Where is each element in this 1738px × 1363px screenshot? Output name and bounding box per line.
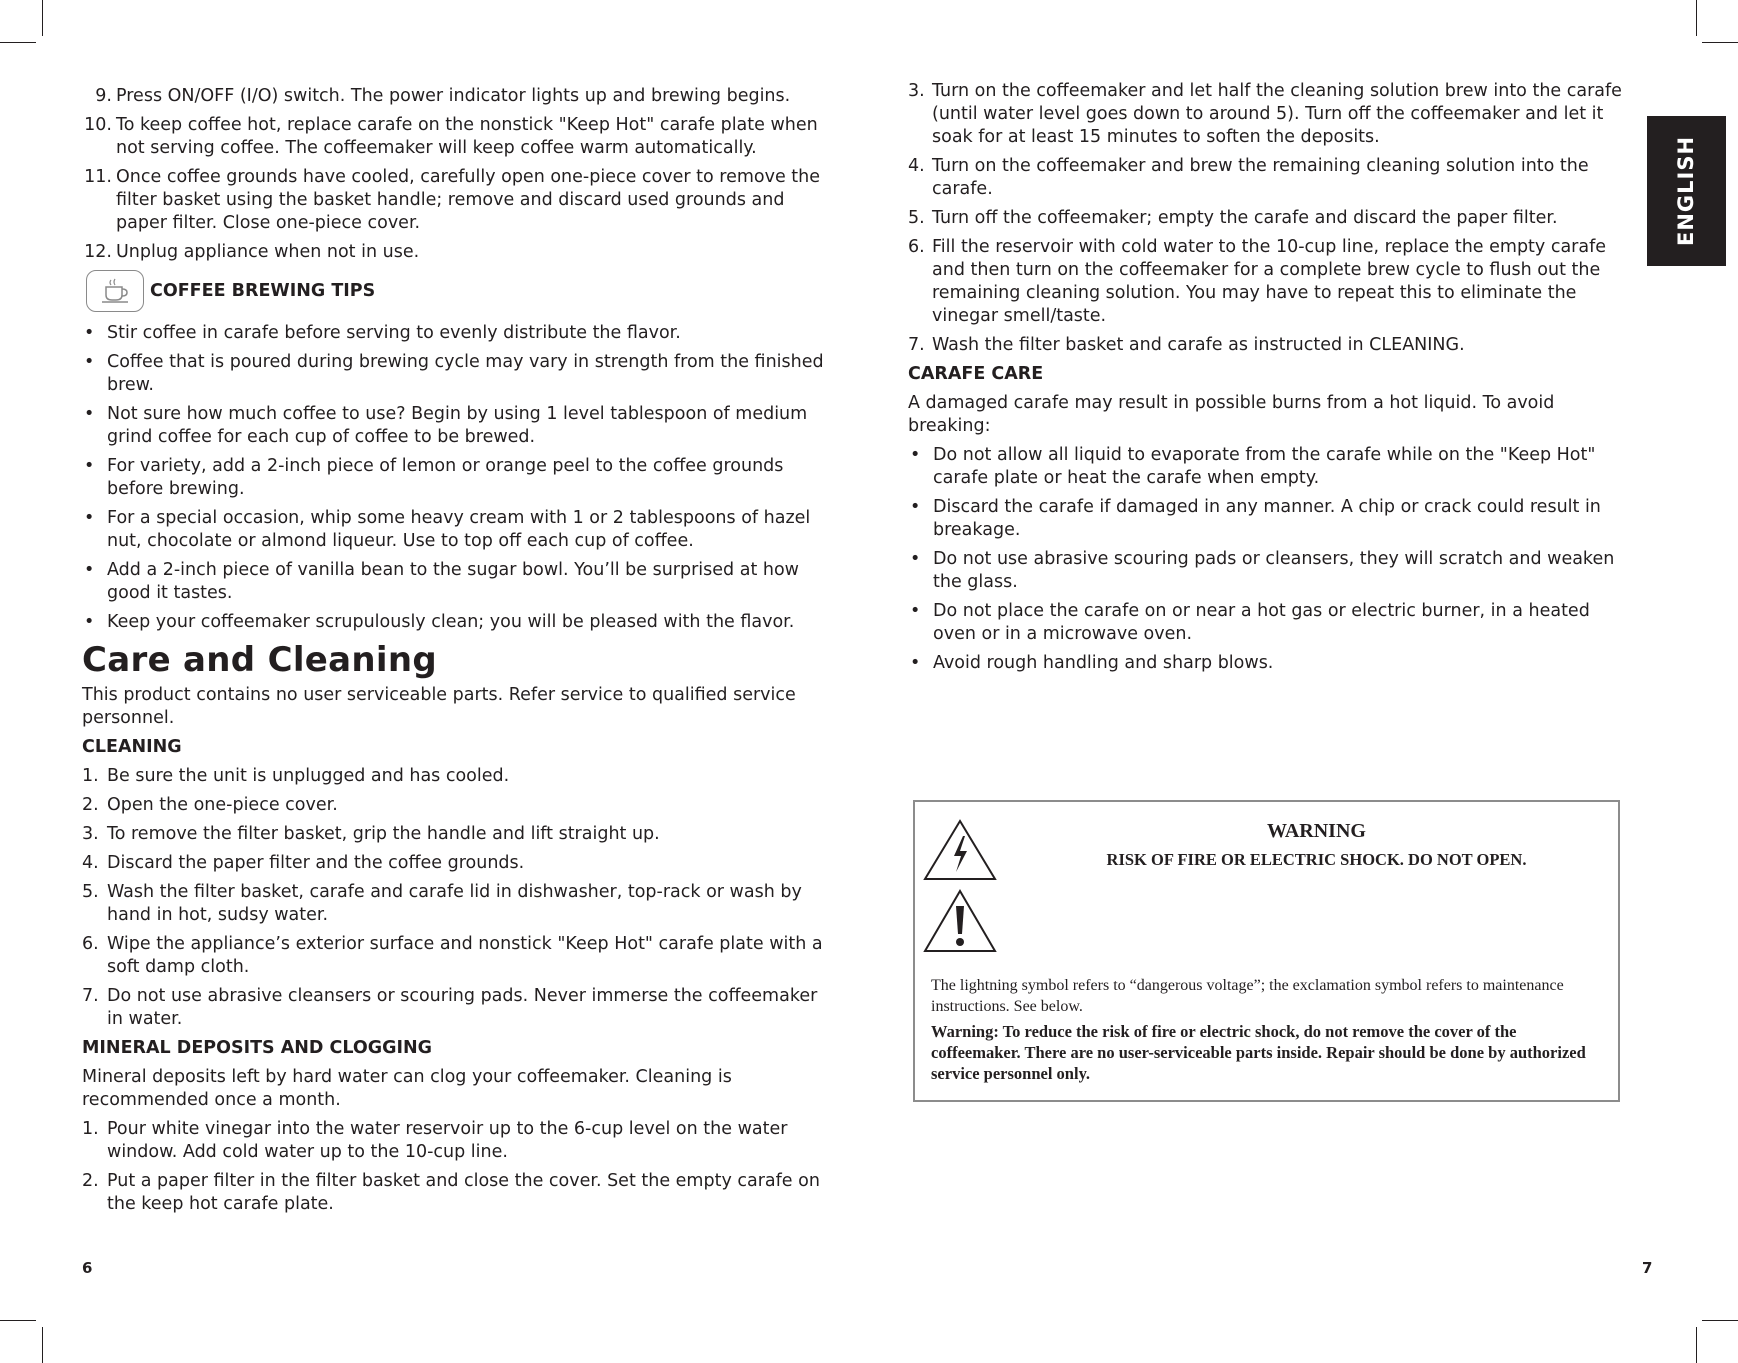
list-item: 6. Wipe the appliance’s exterior surface and nonstick "Keep Hot" carafe plate with a soft damp cloth.: [82, 934, 823, 977]
list-item: • Avoid rough handling and sharp blows.: [910, 653, 1274, 673]
warning-description: The lightning symbol refers to “dangerous voltage”; the exclamation symbol refers to maintenance instructions. See below.: [931, 977, 1564, 1015]
list-item: • Stir coffee in carafe before serving to evenly distribute the flavor.: [84, 323, 681, 343]
crop-mark: [1696, 0, 1697, 36]
list-item: 3. Turn on the coffeemaker and let half the cleaning solution brew into the carafe (until water level goes down to around 5). Turn off the coffeemaker and let it soak for at least 15 minutes to soften the deposits.: [908, 81, 1622, 147]
lightning-warning-icon: [922, 818, 998, 887]
mineral-heading: MINERAL DEPOSITS AND CLOGGING: [82, 1038, 433, 1058]
language-tab: [1647, 116, 1726, 266]
brewing-steps-list: [82, 85, 827, 264]
list-item: • Add a 2-inch piece of vanilla bean to the sugar bowl. You’ll be surprised at how good it tastes.: [84, 560, 799, 603]
cleaning-heading: CLEANING: [82, 737, 182, 757]
page-number-right: 7: [1642, 1259, 1653, 1277]
tips-list: [82, 322, 827, 634]
list-item: 7. Wash the filter basket and carafe as instructed in CLEANING.: [908, 335, 1465, 355]
list-item: • Do not place the carafe on or near a hot gas or electric burner, in a heated oven or in a microwave oven.: [910, 601, 1590, 644]
tips-header: [86, 270, 827, 312]
list-item: 1. Be sure the unit is unplugged and has cooled.: [82, 766, 510, 786]
list-item: 2. Open the one-piece cover.: [82, 795, 338, 815]
list-item: 1. Pour white vinegar into the water reservoir up to the 6-cup level on the water window. Add cold water up to the 10-cup line.: [82, 1119, 788, 1162]
tips-heading: COFFEE BREWING TIPS: [150, 281, 376, 301]
carafe-heading: CARAFE CARE: [908, 364, 1044, 384]
list-item: • Do not use abrasive scouring pads or cleansers, they will scratch and weaken the glass.: [910, 549, 1615, 592]
crop-mark: [1702, 42, 1738, 43]
carafe-intro: A damaged carafe may result in possible burns from a hot liquid. To avoid breaking:: [908, 393, 1555, 436]
list-item: 6. Fill the reservoir with cold water to the 10-cup line, replace the empty carafe and then turn on the coffeemaker for a complete brew cycle to flush out the remaining cleaning solution. You may have to repeat this to eliminate the vinegar smell/taste.: [908, 237, 1607, 326]
list-item: • Do not allow all liquid to evaporate from the carafe while on the "Keep Hot" carafe plate or heat the carafe when empty.: [910, 445, 1596, 488]
language-label: ENGLISH: [1674, 135, 1699, 247]
crop-mark: [0, 1320, 36, 1321]
crop-mark: [0, 42, 36, 43]
list-item: 4. Discard the paper filter and the coffee grounds.: [82, 853, 525, 873]
list-item: 5. Wash the filter basket, carafe and carafe lid in dishwasher, top-rack or wash by hand in hot, sudsy water.: [82, 882, 802, 925]
mineral-steps-list: [82, 1118, 827, 1216]
list-item: 12. Unplug appliance when not in use.: [84, 242, 420, 262]
exclamation-warning-icon: [922, 888, 998, 959]
list-item: 11. Once coffee grounds have cooled, carefully open one-piece cover to remove the filter basket using the basket handle; remove and discard used grounds and paper filter. Close one-piece cover.: [84, 167, 820, 233]
list-item: 2. Put a paper filter in the filter basket and close the cover. Set the empty carafe on the keep hot carafe plate.: [82, 1171, 820, 1214]
crop-mark: [1702, 1320, 1738, 1321]
list-item: • Discard the carafe if damaged in any manner. A chip or crack could result in breakage.: [910, 497, 1601, 540]
crop-mark: [1696, 1327, 1697, 1363]
page-number-left: 6: [82, 1259, 93, 1277]
coffee-cup-icon: [86, 270, 144, 312]
mineral-intro: Mineral deposits left by hard water can clog your coffeemaker. Cleaning is recommended once a month.: [82, 1067, 732, 1110]
mineral-steps-continued-list: [908, 80, 1630, 357]
list-item: 9. Press ON/OFF (I/O) switch. The power indicator lights up and brewing begins.: [95, 86, 791, 106]
list-item: • Not sure how much coffee to use? Begin by using 1 level tablespoon of medium grind coffee for each cup of coffee to be brewed.: [84, 404, 808, 447]
list-item: • For a special occasion, whip some heavy cream with 1 or 2 tablespoons of hazel nut, chocolate or almond liqueur. Use to top off each cup of coffee.: [84, 508, 811, 551]
list-item: • For variety, add a 2-inch piece of lemon or orange peel to the coffee grounds before brewing.: [84, 456, 784, 499]
list-item: • Keep your coffeemaker scrupulously clean; you will be pleased with the flavor.: [84, 612, 795, 632]
warning-box: [913, 800, 1620, 1102]
warning-bold-text: Warning: To reduce the risk of fire or electric shock, do not remove the cover of the coffeemaker. There are no user-serviceable parts inside. Repair should be done by authorized service personnel only.: [931, 1022, 1586, 1083]
cleaning-steps-list: [82, 765, 827, 1031]
crop-mark: [42, 1327, 43, 1363]
list-item: • Coffee that is poured during brewing cycle may vary in strength from the finished brew.: [84, 352, 824, 395]
list-item: 7. Do not use abrasive cleansers or scouring pads. Never immerse the coffeemaker in water.: [82, 986, 818, 1029]
list-item: 4. Turn on the coffeemaker and brew the remaining cleaning solution into the carafe.: [908, 156, 1589, 199]
crop-mark: [42, 0, 43, 36]
warning-title: WARNING: [1267, 820, 1366, 842]
list-item: 5. Turn off the coffeemaker; empty the carafe and discard the paper filter.: [908, 208, 1558, 228]
carafe-list: [908, 444, 1630, 675]
left-column: [82, 85, 827, 1222]
list-item: 3. To remove the filter basket, grip the handle and lift straight up.: [82, 824, 660, 844]
section-title: Care and Cleaning: [82, 640, 437, 680]
right-column: [908, 80, 1630, 681]
care-intro: This product contains no user serviceable parts. Refer service to qualified service personnel.: [82, 685, 796, 728]
list-item: 10. To keep coffee hot, replace carafe on the nonstick "Keep Hot" carafe plate when not serving coffee. The coffeemaker will keep coffee warm automatically.: [84, 115, 818, 158]
warning-subtitle: RISK OF FIRE OR ELECTRIC SHOCK. DO NOT OPEN.: [1106, 850, 1527, 869]
